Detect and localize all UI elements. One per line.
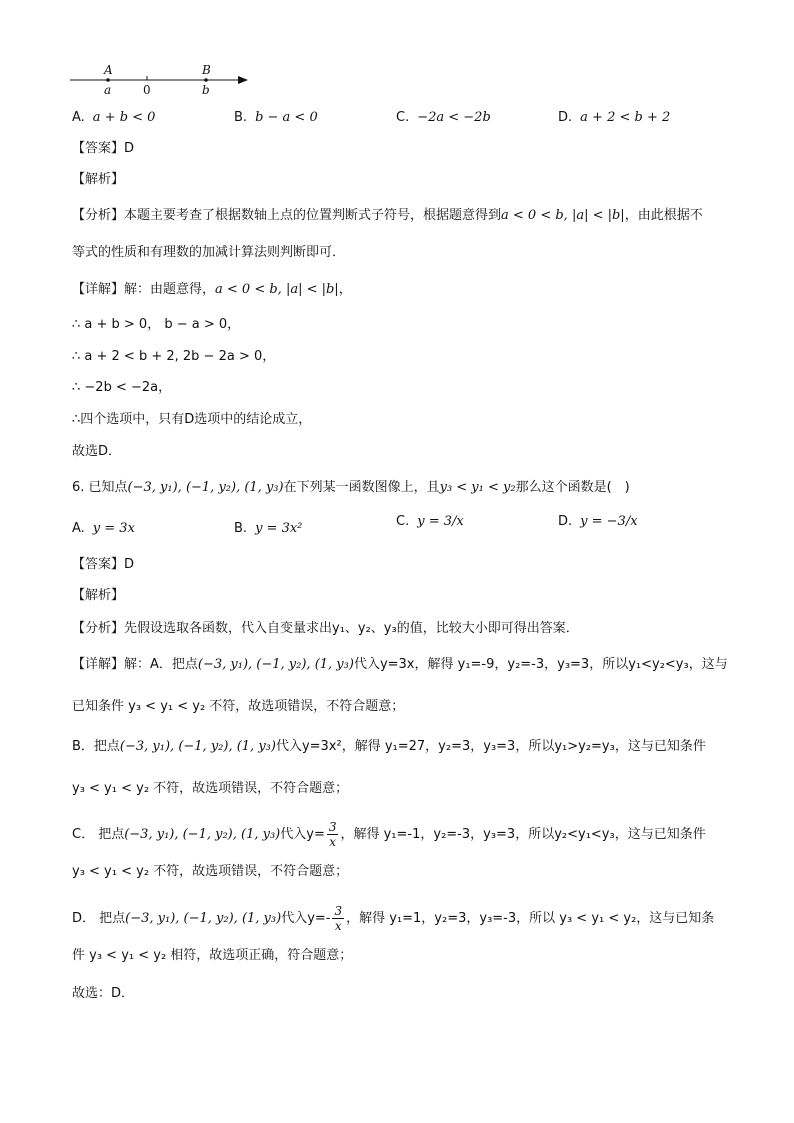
tick-label-b: b: [202, 83, 210, 97]
q6-detail-c-line2: y₃ < y₁ < y₂ 不符，故选项错误，不符合题意；: [72, 864, 349, 879]
q6-b-points: (−3, y₁), (−1, y₂), (1, y₃): [119, 739, 276, 754]
q5-step1: ∴ a + b > 0， b − a > 0，: [72, 317, 241, 332]
q6-d-fraction: [332, 904, 344, 933]
tick-label-zero: 0: [143, 83, 151, 97]
q5-option-b-text: b − a < 0: [255, 110, 318, 125]
q6-analysis-heading: 【解析】: [72, 588, 125, 603]
q5-fenxi-math: a < 0 < b, |a| < |b|: [501, 208, 625, 223]
q6-c-frac-num: 3: [328, 820, 337, 834]
q5-answer: 【答案】D: [72, 141, 135, 156]
q5-analysis-heading: 【解析】: [72, 172, 125, 187]
q6-a-points: (−3, y₁), (−1, y₂), (1, y₃): [197, 657, 354, 672]
q6-fenxi: 【分析】先假设选取各函数，代入自变量求出y₁、y₂、y₃的值，比较大小即可得出答案．: [72, 621, 579, 636]
q6-c-mid: ，解得 y₁=-1，y₂=-3，y₃=3，所以y₂<y₁<y₃，这与已知条件: [340, 827, 706, 842]
q5-detail-tail: ，: [338, 282, 352, 297]
q5-fenxi-line2: 等式的性质和有理数的加减计算法则判断即可．: [72, 245, 346, 260]
q6-d-prefix: D． 把点: [72, 911, 126, 926]
number-line: [68, 62, 258, 102]
q5-option-b: [234, 108, 318, 128]
q6-option-a: [72, 519, 135, 539]
q5-option-c: [396, 108, 491, 128]
q5-option-a-label: A.: [72, 110, 85, 125]
q6-option-d-text: y = −3/x: [580, 514, 638, 529]
q6-c-fraction: [327, 820, 339, 849]
q5-option-c-label: C.: [396, 110, 410, 125]
point-b-label: B: [202, 63, 211, 77]
q6-answer: 【答案】D: [72, 557, 135, 572]
q6-option-a-label: A.: [72, 521, 85, 536]
q6-detail-a-line1: [72, 655, 728, 675]
q6-stem-points: (−3, y₁), (−1, y₂), (1, y₃): [127, 480, 284, 495]
q6-a-prefix: 【详解】解：A．把点: [72, 657, 198, 672]
q5-option-b-label: B.: [234, 110, 248, 125]
q5-option-d-label: D.: [558, 110, 573, 125]
q6-d-sub: 代入y=-: [281, 911, 331, 926]
q5-option-d: [558, 108, 670, 128]
q6-option-a-text: y = 3x: [92, 521, 135, 536]
q6-stem-tail: 那么这个函数是( ): [515, 480, 630, 495]
q5-option-a-text: a + b < 0: [92, 110, 156, 125]
q6-detail-b-line1: [72, 737, 706, 757]
q6-option-c: [396, 512, 464, 532]
q6-option-d-label: D.: [558, 514, 573, 529]
q5-detail-prefix: 【详解】解：由题意得，: [72, 282, 216, 297]
q6-option-d: [558, 512, 638, 532]
q6-option-b: [234, 519, 302, 539]
q5-detail-line: [72, 280, 352, 300]
q6-c-points: (−3, y₁), (−1, y₂), (1, y₃): [124, 827, 281, 842]
q6-option-c-text: y = 3/x: [417, 514, 464, 529]
q6-option-b-text: y = 3x²: [255, 521, 303, 536]
q6-final: 故选：D．: [72, 986, 135, 1001]
q5-step4: ∴四个选项中，只有D选项中的结论成立，: [72, 412, 312, 427]
q5-step3: ∴ −2b < −2a，: [72, 380, 172, 395]
q6-d-frac-den: x: [334, 919, 342, 933]
q5-option-d-text: a + 2 < b + 2: [580, 110, 671, 125]
q6-detail-d-line2: 件 y₃ < y₁ < y₂ 相符，故选项正确，符合题意；: [72, 948, 353, 963]
q6-c-sub: 代入y=: [280, 827, 325, 842]
q6-b-mid: 代入y=3x²，解得 y₁=27，y₂=3，y₃=3，所以y₁>y₂=y₃，这与已知条件: [275, 739, 706, 754]
q6-a-mid: 代入y=3x，解得 y₁=-9，y₂=-3，y₃=3，所以y₁<y₂<y₃，这与: [353, 657, 728, 672]
q6-stem: [72, 478, 630, 498]
q6-option-c-label: C.: [396, 514, 410, 529]
q5-fenxi-line1: [72, 206, 703, 226]
q6-detail-c-line1: [72, 820, 706, 849]
q5-fenxi-text: 【分析】本题主要考查了根据数轴上点的位置判断式子符号，根据题意得到: [72, 208, 502, 223]
q5-fenxi-tail: ，由此根据不: [624, 208, 703, 223]
q5-detail-math: a < 0 < b, |a| < |b|: [215, 282, 339, 297]
q5-conclusion: 故选D．: [72, 444, 122, 459]
q6-d-points: (−3, y₁), (−1, y₂), (1, y₃): [125, 911, 282, 926]
q6-d-mid: ，解得 y₁=1，y₂=3，y₃=-3，所以 y₃ < y₁ < y₂，这与已知条: [346, 911, 715, 926]
q6-detail-d-line1: [72, 904, 714, 933]
point-a-label: A: [104, 63, 113, 77]
q5-option-a: [72, 108, 155, 128]
q6-stem-mid: 在下列某一函数图像上，且: [283, 480, 440, 495]
q6-c-frac-den: x: [329, 835, 337, 849]
q5-step2: ∴ a + 2 < b + 2, 2b − 2a > 0，: [72, 349, 276, 364]
q6-b-prefix: B．把点: [72, 739, 120, 754]
q6-stem-cond: y₃ < y₁ < y₂: [439, 480, 516, 495]
q5-option-c-text: −2a < −2b: [417, 110, 491, 125]
q6-detail-a-line2: 已知条件 y₃ < y₁ < y₂ 不符，故选项错误，不符合题意；: [72, 699, 405, 714]
q6-stem-prefix: 6. 已知点: [72, 480, 128, 495]
q6-detail-b-line2: y₃ < y₁ < y₂ 不符，故选项错误，不符合题意；: [72, 781, 349, 796]
q6-option-b-label: B.: [234, 521, 248, 536]
tick-label-a: a: [104, 83, 112, 97]
q6-c-prefix: C． 把点: [72, 827, 125, 842]
q6-d-frac-num: 3: [334, 904, 343, 918]
